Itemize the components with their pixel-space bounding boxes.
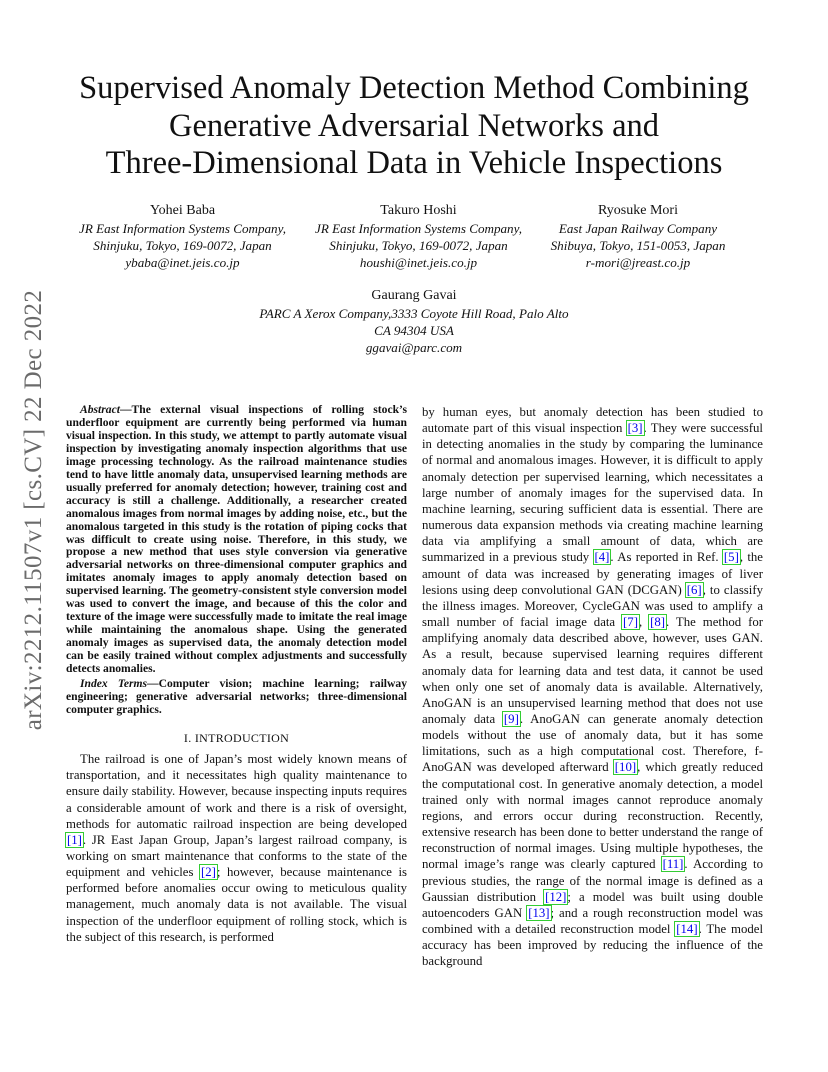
- author-email: ggavai@parc.com: [365, 340, 463, 355]
- author-affiliation: PARC A Xerox Company,3333 Coyote Hill Road, Palo Alto: [259, 306, 569, 321]
- author-block-gavai: [214, 287, 614, 356]
- body-text-run: ; and a rough reconstruction model was combined with a detailed reconstruction model: [422, 905, 763, 936]
- body-text-run: . JR East Japan Group, Japan’s largest railroad company, is working on smart maintenance that conforms to the state of the equipment and vehicles: [66, 832, 407, 880]
- citation-link[interactable]: [6]: [686, 582, 702, 597]
- arxiv-identifier: [14, 280, 54, 740]
- author-address: CA 94304 USA: [374, 323, 454, 338]
- section-numeral: I.: [183, 730, 192, 745]
- body-text-run: . As reported in Ref.: [610, 550, 723, 565]
- intro-paragraph-left: [66, 751, 407, 945]
- citation-link[interactable]: [2]: [200, 865, 216, 880]
- body-text-run: The railroad is one of Japan’s most widely known means of transportation, and it necessitates high quality maintenance to ensure daily stability. However, because inspecting inputs requires a considerable amount of work and there is a risk of oversight, methods for automatic railroad inspection are being developed: [66, 752, 407, 831]
- section-initial: I: [194, 730, 200, 745]
- author-name: Takuro Hoshi: [380, 203, 457, 218]
- author-affiliation: East Japan Railway Company: [558, 221, 718, 236]
- citation-link[interactable]: [3]: [627, 421, 643, 436]
- body-text-run: ; a model was built using double autoencoders GAN: [422, 889, 763, 920]
- author-name: Ryosuke Mori: [598, 203, 678, 218]
- author-email: r-mori@jreast.co.jp: [585, 255, 691, 270]
- author-affiliation: JR East Information Systems Company,: [315, 221, 522, 236]
- index-terms-label: Index Terms: [80, 677, 148, 691]
- right-column: [422, 404, 763, 969]
- citation-link[interactable]: [10]: [614, 760, 637, 775]
- author-address: Shinjuku, Tokyo, 169-0072, Japan: [93, 238, 272, 253]
- abstract-dash: —: [119, 403, 132, 416]
- body-text-run: ; however, because maintenance is performed before anomalies occur owing to meticulous quality management, much anomaly data is not available. The visual inspection of the underfloor equipment of rolling stock, which is the subject of this research, is performed: [66, 865, 407, 944]
- citation-link[interactable]: [11]: [662, 857, 684, 872]
- author-address: Shibuya, Tokyo, 151-0053, Japan: [550, 238, 726, 253]
- body-text-run: . AnoGAN can generate anomaly detection models without the use of anomaly data, but it has some limitations, such as a high computational cost. Therefore, f-AnoGAN was developed afterward: [422, 711, 763, 775]
- body-text-run: . They were successful in detecting anomalies in the study by comparing the luminance of normal and anomalous images. However, it is difficult to apply anomaly detection per supervised learning, which necessitates a large number of anomaly images for the supervised data. In machine learning, securing sufficient data is essential. There are numerous data expansion methods via creating machine learning data via amplifying a small amount of data, which are summarized in a previous study: [422, 421, 763, 565]
- index-terms-dash: —: [147, 677, 159, 691]
- paper-title: [60, 70, 768, 183]
- body-text-run: . The model accuracy has been improved by reducing the influence of the background: [422, 922, 764, 969]
- abstract: [66, 404, 407, 676]
- body-text-run: ,: [638, 615, 650, 630]
- body-text-run: , which greatly reduced the computational cost. In generative anomaly detection, a model trained only with normal images cannot reproduce anomaly regions, and errors occur during reconstruction. Recently, extensive research has been done to better understand the range of reconstruction of normal images. Using multiple hypotheses, the normal image’s range was clearly captured: [422, 760, 763, 872]
- citation-link[interactable]: [4]: [594, 550, 610, 565]
- author-affiliation: JR East Information Systems Company,: [79, 221, 286, 236]
- intro-paragraph-right: [422, 404, 763, 969]
- title-line: Generative Adversarial Networks and: [168, 107, 660, 144]
- title-line: Supervised Anomaly Detection Method Combining: [79, 70, 749, 106]
- author-block-hoshi: [296, 202, 541, 271]
- title-line: Three-Dimensional Data in Vehicle Inspections: [105, 145, 723, 181]
- author-block-baba: [60, 202, 305, 271]
- body-text-run: , the amount of data was increased by generating images of liver lesions using deep convolutional GAN (DCGAN): [422, 550, 763, 597]
- author-name: Gaurang Gavai: [371, 288, 457, 303]
- body-text-run: , to classify the illness images. Moreover, CycleGAN was used to amplify a small number of facial image data: [422, 582, 763, 630]
- section-title-rest: NTRODUCTION: [199, 730, 290, 745]
- body-text-run: by human eyes, but anomaly detection has been studied to automate part of this visual inspection: [422, 405, 763, 436]
- citation-link[interactable]: [7]: [623, 615, 638, 630]
- author-address: Shinjuku, Tokyo, 169-0072, Japan: [329, 238, 508, 253]
- citation-link[interactable]: [9]: [503, 711, 519, 726]
- citation-link[interactable]: [13]: [528, 905, 550, 920]
- citation-link[interactable]: [8]: [650, 615, 666, 630]
- body-text-run: . According to previous studies, the range of the normal image is defined as a Gaussian distribution: [422, 857, 763, 904]
- citation-link[interactable]: [5]: [723, 550, 739, 565]
- abstract-text: The external visual inspections of rolling stock’s underfloor equipment are currently being performed via human visual inspection. In this study, we attempt to partly automate visual inspection by investigating anomaly inspection algorithms that use image processing technology. As the railroad maintenance studies tend to have little anomaly data, unsupervised learning methods are usually preferred for anomaly detection; however, training cost and accuracy is still a challenge. Additionally, a researcher created anomalous images from normal images by adding noise, etc., but the anomalous targeted in this study is the rotation of piping cocks that was difficult to create using noise. Therefore, in this study, we propose a new method that uses style conversion via generative adversarial networks on three-dimensional computer graphics and imitates anomaly images to apply anomaly detection based on supervised learning. The geometry-consistent style conversion model was used to convert the image, and because of this the color and texture of the image were successfully made to imitate the real image while maintaining the anomalous shape. Using the generated anomaly images as supervised data, the anomaly detection model can be easily trained without complex adjustments and successfully detects anomalies.: [66, 403, 407, 676]
- citation-link[interactable]: [12]: [545, 889, 567, 904]
- author-email: ybaba@inet.jeis.co.jp: [125, 255, 240, 270]
- section-heading-introduction: [66, 730, 407, 746]
- abstract-label: Abstract: [80, 403, 120, 416]
- citation-link[interactable]: [14]: [676, 922, 698, 936]
- index-terms-text: Computer vision; machine learning; railway engineering; generative adversarial networks; three-dimensional computer graphics.: [66, 677, 407, 716]
- index-terms: [66, 678, 407, 717]
- author-email: houshi@inet.jeis.co.jp: [359, 255, 478, 270]
- arxiv-identifier-text: arXiv:2212.11507v1 [cs.CV] 22 Dec 2022: [20, 289, 47, 731]
- author-block-mori: [513, 202, 763, 271]
- left-column: [66, 404, 407, 945]
- citation-link[interactable]: [1]: [67, 832, 82, 847]
- body-text-run: . The method for amplifying anomaly data described above, however, uses GAN. As a result, because supervised learning requires different anomaly data for learning data and test data, it cannot be used when only one set of anomaly data is available. Alternatively, AnoGAN is an unsupervised learning method that does not use anomaly data: [422, 615, 763, 726]
- author-name: Yohei Baba: [149, 203, 216, 218]
